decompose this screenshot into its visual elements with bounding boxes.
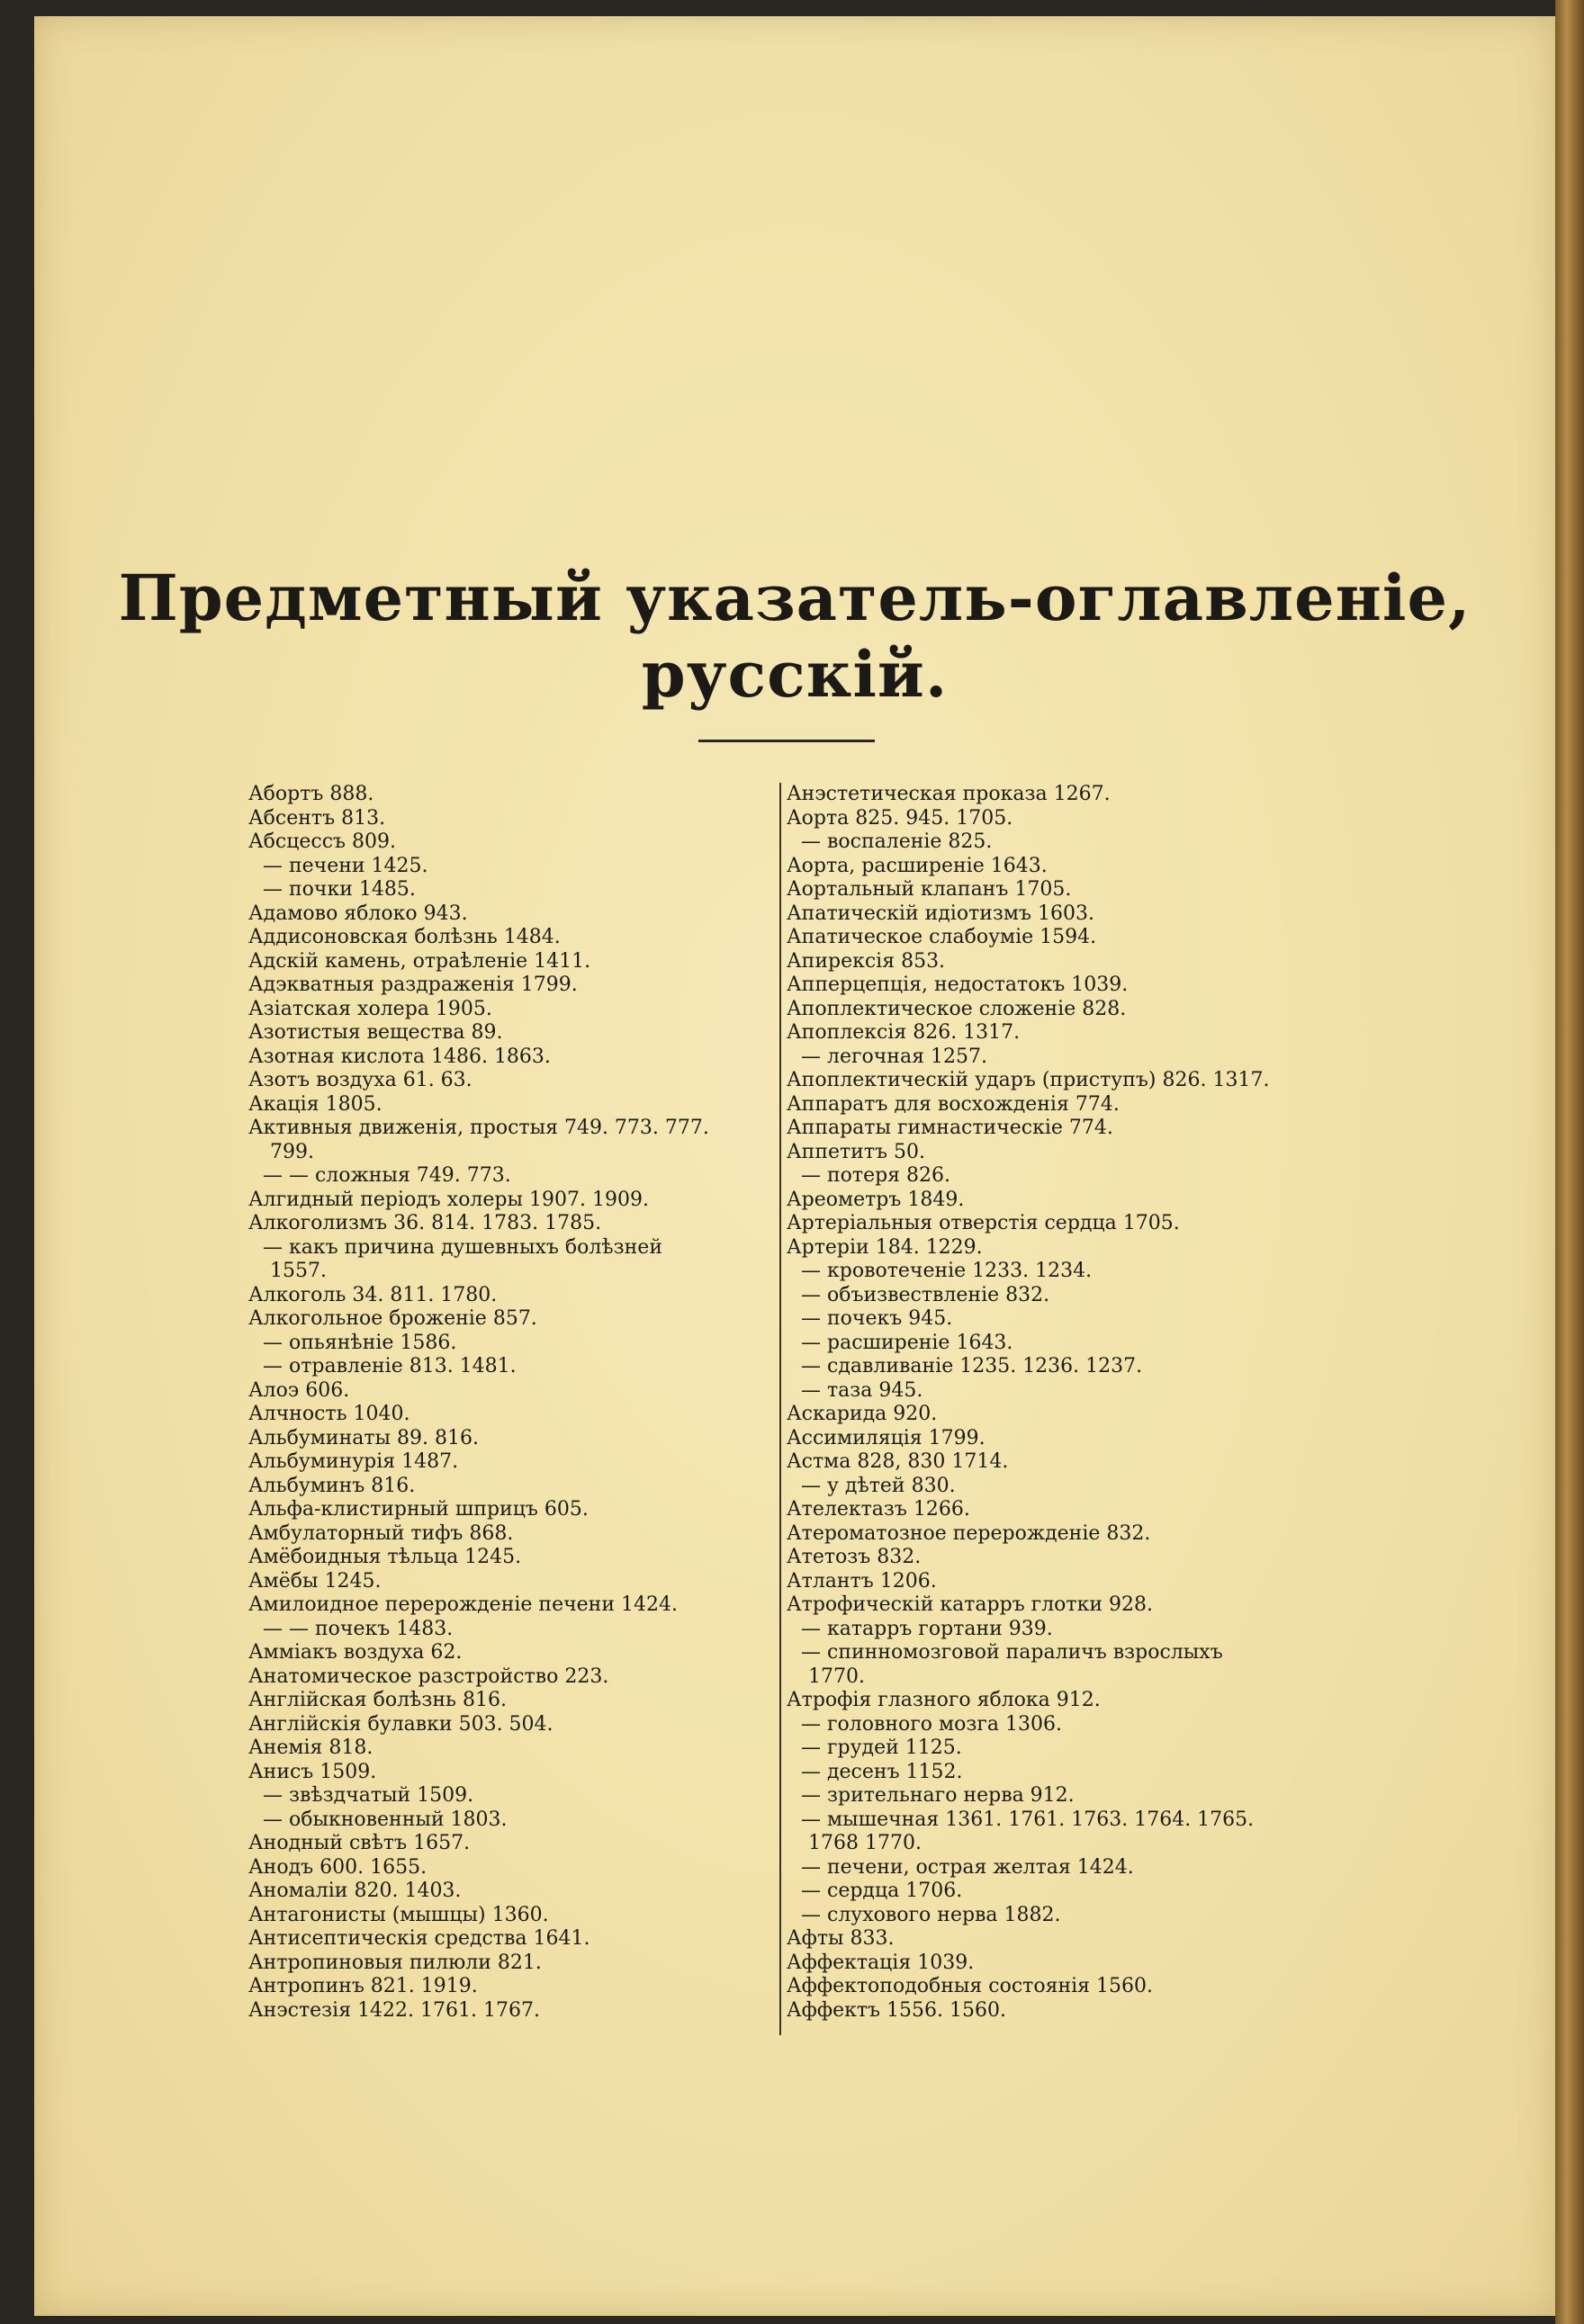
index-entry: — сдавливаніе 1235. 1236. 1237. — [801, 1355, 1143, 1377]
index-entry: Абсентъ 813. — [248, 806, 386, 830]
index-entry: Аддисоновская болѣзнь 1484. — [248, 926, 561, 948]
index-entry: Амёбы 1245. — [248, 1569, 382, 1593]
index-entry: Аффектація 1039. — [787, 1951, 975, 1974]
index-entry: Апатическій идіотизмъ 1603. — [787, 902, 1095, 925]
index-entry: Адамово яблоко 943. — [248, 902, 468, 925]
index-entry: — потеря 826. — [801, 1164, 951, 1187]
index-column-right — [787, 783, 1345, 2023]
index-entry: — десенъ 1152. — [801, 1760, 963, 1783]
index-entry: Азотистыя вещества 89. — [248, 1021, 503, 1044]
index-entry: Азіатская холера 1905. — [248, 997, 492, 1020]
index-entry: Алкоголизмъ 36. 814. 1783. 1785. — [248, 1212, 602, 1234]
column-divider — [779, 783, 781, 2035]
index-entry: Анодный свѣтъ 1657. — [248, 1832, 471, 1854]
index-entry: Антисептическія средства 1641. — [248, 1927, 590, 1950]
index-entry: — сердца 1706. — [801, 1880, 963, 1902]
index-entry: Антагонисты (мышцы) 1360. — [248, 1903, 549, 1926]
index-entry: Активныя движенія, простыя 749. 773. 777. — [248, 1117, 709, 1139]
index-entry: Атетозъ 832. — [787, 1546, 922, 1568]
index-entry: 1770. — [808, 1664, 865, 1688]
index-entry: Апирексія 853. — [787, 949, 946, 973]
index-entry: Анэстетическая проказа 1267. — [787, 783, 1111, 805]
index-entry: Апоплексія 826. 1317. — [787, 1021, 1021, 1044]
page-edge — [1555, 0, 1584, 2324]
index-entry: Англійскія булавки 503. 504. — [248, 1712, 554, 1736]
index-entry: — какъ причина душевныхъ болѣзней — [263, 1235, 662, 1259]
index-entry: Аппараты гимнастическіе 774. — [787, 1117, 1113, 1139]
index-entry: Алоэ 606. — [248, 1378, 350, 1402]
index-entry: — легочная 1257. — [801, 1045, 987, 1068]
index-entry: Амилоидное перерожденіе печени 1424. — [248, 1593, 678, 1616]
index-entry: — — почекъ 1483. — [263, 1617, 454, 1640]
index-entry: — катарръ гортани 939. — [801, 1617, 1053, 1640]
index-entry: Антропиновыя пилюли 821. — [248, 1951, 542, 1974]
index-entry: Аффектъ 1556. 1560. — [787, 1998, 1006, 2022]
index-entry: — воспаленіе 825. — [801, 830, 993, 853]
index-entry: Анатомическое разстройство 223. — [248, 1664, 609, 1688]
index-entry: Апоплектическій ударъ (приступъ) 826. 1317. — [787, 1069, 1270, 1091]
index-entry: 1557. — [270, 1260, 327, 1282]
index-entry: Абсцессъ 809. — [248, 830, 397, 853]
index-entry: Аортальный клапанъ 1705. — [787, 878, 1072, 901]
index-entry: Апатическое слабоуміе 1594. — [787, 926, 1097, 948]
index-entry: Анемія 818. — [248, 1736, 374, 1759]
index-entry: Альбуминурія 1487. — [248, 1450, 459, 1473]
index-entry: — обыкновенный 1803. — [263, 1808, 508, 1831]
index-entry: Атлантъ 1206. — [787, 1569, 937, 1593]
index-entry: Аорта 825. 945. 1705. — [787, 806, 1013, 830]
index-entry: Артеріи 184. 1229. — [787, 1235, 983, 1259]
index-entry: Альбуминъ 816. — [248, 1474, 416, 1497]
index-entry: Азотъ воздуха 61. 63. — [248, 1069, 472, 1091]
index-entry: 799. — [270, 1140, 314, 1163]
index-entry: 1768 1770. — [808, 1832, 922, 1854]
index-entry: Атрофическій катарръ глотки 928. — [787, 1593, 1153, 1616]
index-entry: Алкогольное броженіе 857. — [248, 1307, 537, 1330]
index-entry: Азотная кислота 1486. 1863. — [248, 1045, 551, 1068]
index-entry: Амёбоидныя тѣльца 1245. — [248, 1546, 522, 1568]
index-title: Предметный указатель-оглавленіе, — [118, 561, 1472, 635]
title-rule — [698, 740, 875, 742]
index-entry: — печени, острая желтая 1424. — [801, 1855, 1134, 1879]
index-entry: Атрофія глазного яблока 912. — [787, 1689, 1101, 1711]
index-entry: — слухового нерва 1882. — [801, 1903, 1061, 1926]
index-entry: — отравленіе 813. 1481. — [263, 1355, 517, 1377]
index-entry: Акація 1805. — [248, 1092, 382, 1116]
index-entry: Анисъ 1509. — [248, 1760, 377, 1783]
index-entry: Антропинъ 821. 1919. — [248, 1975, 478, 1997]
index-entry: Аорта, расширеніе 1643. — [787, 854, 1048, 877]
index-entry: Аффектоподобныя состоянія 1560. — [787, 1975, 1154, 1997]
index-entry: Алчность 1040. — [248, 1403, 410, 1425]
index-entry: Апперцепція, недостатокъ 1039. — [787, 974, 1129, 996]
index-entry: — расширеніе 1643. — [801, 1331, 1013, 1354]
index-entry: — опьянѣніе 1586. — [263, 1331, 457, 1354]
index-entry: Альбуминаты 89. 816. — [248, 1426, 479, 1449]
index-entry: Артеріальныя отверстія сердца 1705. — [787, 1212, 1180, 1234]
index-entry: Альфа-клистирный шприцъ 605. — [248, 1498, 589, 1521]
index-entry: Атероматозное перерожденіе 832. — [787, 1521, 1151, 1545]
index-entry: — кровотеченіе 1233. 1234. — [801, 1260, 1093, 1282]
index-entry: Абортъ 888. — [248, 783, 374, 805]
index-entry: Алкоголь 34. 811. 1780. — [248, 1283, 498, 1306]
index-entry: — зрительнаго нерва 912. — [801, 1784, 1075, 1807]
index-entry: Афты 833. — [787, 1927, 895, 1950]
index-entry: Алгидный періодъ холеры 1907. 1909. — [248, 1188, 649, 1211]
index-entry: Аскарида 920. — [787, 1403, 938, 1425]
index-entry: Ареометръ 1849. — [787, 1188, 965, 1211]
index-entry: Адскій камень, отраѣленіе 1411. — [248, 949, 591, 973]
index-entry: — звѣздчатый 1509. — [263, 1784, 474, 1807]
index-entry: Амбулаторный тифъ 868. — [248, 1521, 514, 1545]
index-entry: Ателектазъ 1266. — [787, 1498, 970, 1521]
index-entry: — головного мозга 1306. — [801, 1712, 1063, 1736]
index-entry: Аппаратъ для восхожденія 774. — [787, 1092, 1120, 1116]
index-entry: Аммiакъ воздуха 62. — [248, 1641, 463, 1664]
index-entry: — печени 1425. — [263, 854, 428, 877]
index-entry: Анодъ 600. 1655. — [248, 1855, 428, 1879]
index-entry: Адэкватныя раздраженія 1799. — [248, 974, 578, 996]
index-entry: Англійская болѣзнь 816. — [248, 1689, 507, 1711]
index-entry: — мышечная 1361. 1761. 1763. 1764. 1765. — [801, 1808, 1255, 1831]
index-entry: Анэстезія 1422. 1761. 1767. — [248, 1998, 540, 2022]
index-entry: — у дѣтей 830. — [801, 1474, 956, 1497]
index-entry: Аномаліи 820. 1403. — [248, 1880, 462, 1902]
index-entry: — почекъ 945. — [801, 1307, 953, 1330]
index-entry: — объизвествленіе 832. — [801, 1283, 1050, 1306]
index-entry: Астма 828, 830 1714. — [787, 1450, 1009, 1473]
index-subtitle: русскій. — [641, 637, 949, 712]
index-entry: — почки 1485. — [263, 878, 416, 901]
index-entry: Апоплектическое сложеніе 828. — [787, 997, 1127, 1020]
index-entry: — таза 945. — [801, 1378, 923, 1402]
index-entry: — — сложныя 749. 773. — [263, 1164, 511, 1187]
index-column-left — [248, 783, 806, 2023]
index-entry: — спинномозговой параличъ взрослыхъ — [801, 1641, 1223, 1664]
index-entry: — грудей 1125. — [801, 1736, 962, 1759]
index-entry: Аппетитъ 50. — [787, 1140, 925, 1163]
index-entry: Ассимиляція 1799. — [787, 1426, 986, 1449]
paper-sheet — [34, 16, 1555, 2316]
